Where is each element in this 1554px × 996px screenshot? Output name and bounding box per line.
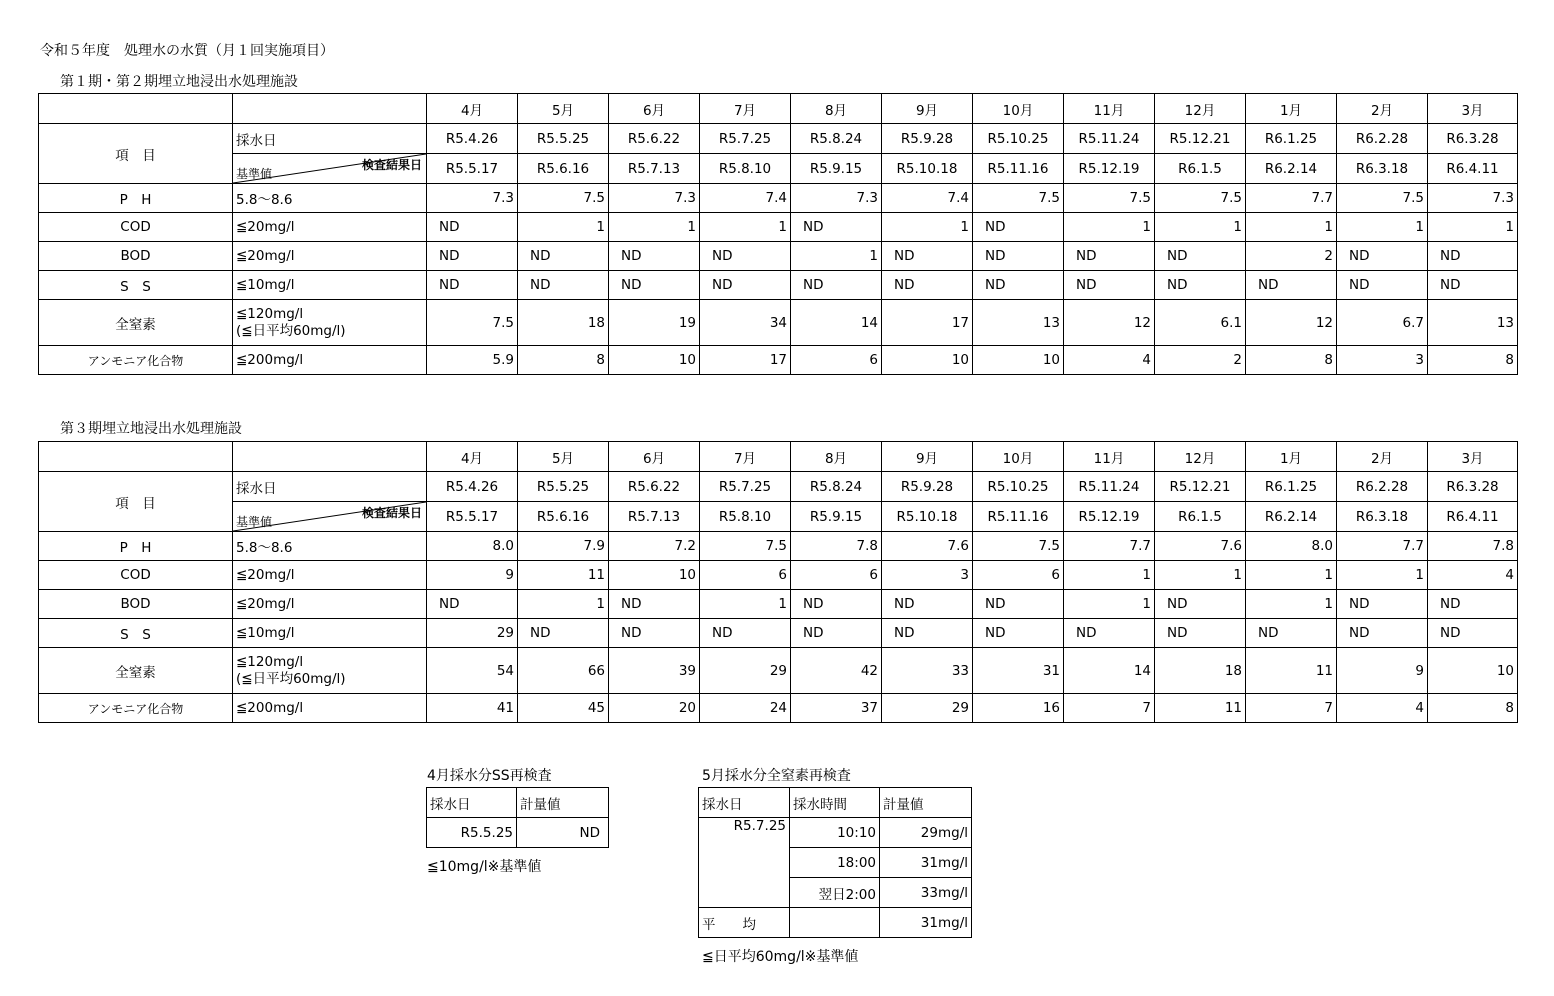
sampling-date: R6.2.28	[1337, 124, 1428, 154]
measurement-cell: 6	[700, 561, 791, 590]
result-date: R5.7.13	[609, 154, 700, 184]
measurement-cell: 8	[518, 346, 609, 375]
result-date: R5.7.13	[609, 502, 700, 532]
sampling-date: R6.2.28	[1337, 472, 1428, 502]
measurement-cell: 7.5	[973, 184, 1064, 213]
month-header: 7月	[700, 94, 791, 124]
diagonal-header-cell	[233, 154, 427, 184]
standard-value: 5.8～8.6	[233, 184, 427, 213]
parameter-name: P H	[39, 532, 233, 561]
measurement-cell: ND	[791, 590, 882, 619]
measurement-cell: 10	[609, 561, 700, 590]
measurement-cell: 16	[973, 694, 1064, 723]
result-date: R6.4.11	[1428, 502, 1518, 532]
sampling-date: R5.8.24	[791, 472, 882, 502]
measurement-cell: 54	[427, 648, 518, 694]
sampling-date: R6.3.28	[1428, 472, 1518, 502]
recheck-ss-date: R5.5.25	[427, 818, 517, 848]
measurement-cell: 14	[791, 300, 882, 346]
measurement-cell: 8.0	[1246, 532, 1337, 561]
month-header: 9月	[882, 94, 973, 124]
measurement-cell: 13	[1428, 300, 1518, 346]
measurement-cell: ND	[791, 213, 882, 242]
month-header: 5月	[518, 442, 609, 472]
month-header: 3月	[1428, 442, 1518, 472]
water-quality-table-2	[38, 441, 1518, 723]
result-date: R5.9.15	[791, 502, 882, 532]
measurement-cell: 1	[1246, 213, 1337, 242]
measurement-cell: ND	[1064, 271, 1155, 300]
result-date: R6.1.5	[1155, 154, 1246, 184]
standard-value: ≦120mg/l (≦日平均60mg/l)	[233, 300, 427, 346]
measurement-cell: ND	[791, 619, 882, 648]
result-date: R6.2.14	[1246, 154, 1337, 184]
measurement-cell: 11	[518, 561, 609, 590]
measurement-cell: 8	[1428, 346, 1518, 375]
standard-value: ≦20mg/l	[233, 242, 427, 271]
measurement-cell: 7.5	[427, 300, 518, 346]
month-header: 4月	[427, 94, 518, 124]
sampling-date: R5.6.22	[609, 472, 700, 502]
measurement-cell: 7.5	[973, 532, 1064, 561]
standard-value: ≦200mg/l	[233, 694, 427, 723]
measurement-cell: 1	[1155, 561, 1246, 590]
measurement-cell: 2	[1246, 242, 1337, 271]
measurement-cell: ND	[882, 590, 973, 619]
sampling-date: R6.1.25	[1246, 124, 1337, 154]
measurement-cell: 11	[1155, 694, 1246, 723]
measurement-cell: 1	[882, 213, 973, 242]
measurement-cell: 7.4	[700, 184, 791, 213]
standard-value: 5.8～8.6	[233, 532, 427, 561]
sampling-date: R5.5.25	[518, 472, 609, 502]
measurement-cell: 6.1	[1155, 300, 1246, 346]
measurement-cell: 19	[609, 300, 700, 346]
month-header: 2月	[1337, 94, 1428, 124]
measurement-cell: 37	[791, 694, 882, 723]
measurement-cell: 7.3	[791, 184, 882, 213]
measurement-cell: 6.7	[1337, 300, 1428, 346]
measurement-cell: 7.5	[700, 532, 791, 561]
measurement-cell: 7.4	[882, 184, 973, 213]
recheck-tn-time: 10:10	[790, 818, 880, 848]
sampling-date: R5.4.26	[427, 124, 518, 154]
measurement-cell: 29	[882, 694, 973, 723]
measurement-cell: ND	[1155, 242, 1246, 271]
measurement-cell: ND	[1155, 271, 1246, 300]
result-date: R5.6.16	[518, 154, 609, 184]
month-header: 9月	[882, 442, 973, 472]
result-date: R5.10.18	[882, 154, 973, 184]
measurement-cell: ND	[1337, 590, 1428, 619]
measurement-cell: ND	[609, 271, 700, 300]
measurement-cell: 7.2	[609, 532, 700, 561]
measurement-cell: 14	[1064, 648, 1155, 694]
measurement-cell: ND	[1064, 242, 1155, 271]
result-date: R6.2.14	[1246, 502, 1337, 532]
parameter-name: 全窒素	[39, 648, 233, 694]
measurement-cell: 6	[973, 561, 1064, 590]
measurement-cell: 1	[1246, 590, 1337, 619]
month-header: 5月	[518, 94, 609, 124]
recheck-tn-time: 18:00	[790, 848, 880, 878]
measurement-cell: 41	[427, 694, 518, 723]
measurement-cell: 7	[1246, 694, 1337, 723]
measurement-cell: 3	[1337, 346, 1428, 375]
recheck-tn-note: ≦日平均60mg/l※基準値	[702, 949, 859, 965]
measurement-cell: 10	[609, 346, 700, 375]
measurement-cell: ND	[973, 242, 1064, 271]
recheck-tn-title: 5月採水分全窒素再検査	[702, 768, 851, 784]
sampling-date-label: 採水日	[233, 124, 427, 154]
measurement-cell: 9	[1337, 648, 1428, 694]
measurement-cell: ND	[1428, 619, 1518, 648]
sampling-date: R5.7.25	[700, 124, 791, 154]
measurement-cell: 7.8	[791, 532, 882, 561]
month-header: 1月	[1246, 94, 1337, 124]
month-header: 8月	[791, 94, 882, 124]
result-date: R5.12.19	[1064, 154, 1155, 184]
measurement-cell: ND	[973, 590, 1064, 619]
standard-value: ≦20mg/l	[233, 561, 427, 590]
month-header: 4月	[427, 442, 518, 472]
standard-label: 基準値	[236, 515, 273, 529]
measurement-cell: ND	[1337, 242, 1428, 271]
measurement-cell: 12	[1246, 300, 1337, 346]
measurement-cell: 66	[518, 648, 609, 694]
sampling-date: R5.11.24	[1064, 124, 1155, 154]
measurement-cell: 1	[1246, 561, 1337, 590]
sampling-date: R5.10.25	[973, 124, 1064, 154]
recheck-ss-table	[426, 787, 609, 848]
recheck-tn-avg-label: 平 均	[699, 908, 790, 938]
measurement-cell: 7.3	[427, 184, 518, 213]
measurement-cell: ND	[427, 590, 518, 619]
measurement-cell: 10	[973, 346, 1064, 375]
sampling-date: R5.12.21	[1155, 472, 1246, 502]
measurement-cell: ND	[1337, 271, 1428, 300]
measurement-cell: ND	[609, 590, 700, 619]
result-date: R5.5.17	[427, 154, 518, 184]
measurement-cell: 29	[700, 648, 791, 694]
measurement-cell: 7.7	[1064, 532, 1155, 561]
result-date: R5.8.10	[700, 154, 791, 184]
measurement-cell: ND	[518, 271, 609, 300]
measurement-cell: ND	[1064, 619, 1155, 648]
parameter-name: S S	[39, 271, 233, 300]
sampling-date: R5.10.25	[973, 472, 1064, 502]
sampling-date: R5.5.25	[518, 124, 609, 154]
recheck-ss-col-date: 採水日	[427, 788, 517, 818]
measurement-cell: 2	[1155, 346, 1246, 375]
measurement-cell: ND	[700, 619, 791, 648]
measurement-cell: ND	[700, 271, 791, 300]
result-date: R5.10.18	[882, 502, 973, 532]
diagonal-header-cell	[233, 502, 427, 532]
month-header: 3月	[1428, 94, 1518, 124]
measurement-cell: ND	[700, 242, 791, 271]
result-date: R6.4.11	[1428, 154, 1518, 184]
measurement-cell: ND	[973, 619, 1064, 648]
standard-value: ≦200mg/l	[233, 346, 427, 375]
recheck-tn-col-date: 採水日	[699, 788, 790, 818]
parameter-name: BOD	[39, 242, 233, 271]
measurement-cell: 34	[700, 300, 791, 346]
measurement-cell: ND	[882, 619, 973, 648]
result-date: R5.11.16	[973, 154, 1064, 184]
measurement-cell: ND	[1337, 619, 1428, 648]
sampling-date: R5.4.26	[427, 472, 518, 502]
sampling-date: R5.11.24	[1064, 472, 1155, 502]
measurement-cell: 10	[882, 346, 973, 375]
result-date: R6.3.18	[1337, 502, 1428, 532]
measurement-cell: ND	[1246, 619, 1337, 648]
parameter-name: アンモニア化合物	[39, 694, 233, 723]
result-date: R6.3.18	[1337, 154, 1428, 184]
measurement-cell: ND	[427, 271, 518, 300]
result-date: R5.5.17	[427, 502, 518, 532]
measurement-cell: ND	[973, 271, 1064, 300]
parameter-name: COD	[39, 561, 233, 590]
month-header: 6月	[609, 442, 700, 472]
recheck-ss-title: 4月採水分SS再検査	[427, 768, 552, 784]
measurement-cell: ND	[973, 213, 1064, 242]
recheck-tn-value: 33mg/l	[880, 878, 972, 908]
recheck-tn-value: 29mg/l	[880, 818, 972, 848]
measurement-cell: 24	[700, 694, 791, 723]
sampling-date: R5.9.28	[882, 124, 973, 154]
recheck-tn-col-time: 採水時間	[790, 788, 880, 818]
measurement-cell: 7.5	[1155, 184, 1246, 213]
measurement-cell: 1	[1337, 561, 1428, 590]
sampling-date-label: 採水日	[233, 472, 427, 502]
measurement-cell: 42	[791, 648, 882, 694]
measurement-cell: 39	[609, 648, 700, 694]
sampling-date: R5.6.22	[609, 124, 700, 154]
recheck-tn-col-value: 計量値	[880, 788, 972, 818]
result-date: R5.6.16	[518, 502, 609, 532]
parameter-name: P H	[39, 184, 233, 213]
measurement-cell: ND	[609, 242, 700, 271]
measurement-cell: 11	[1246, 648, 1337, 694]
parameter-name: COD	[39, 213, 233, 242]
measurement-cell: 9	[427, 561, 518, 590]
measurement-cell: 6	[791, 346, 882, 375]
measurement-cell: 7.9	[518, 532, 609, 561]
recheck-tn-table	[698, 787, 972, 938]
measurement-cell: 7.7	[1337, 532, 1428, 561]
month-header: 12月	[1155, 442, 1246, 472]
recheck-ss-note: ≦10mg/l※基準値	[427, 859, 542, 875]
month-header: 7月	[700, 442, 791, 472]
recheck-tn-time: 翌日2:00	[790, 878, 880, 908]
measurement-cell: 1	[609, 213, 700, 242]
result-date-label: 検査結果日	[361, 158, 422, 172]
measurement-cell: 31	[973, 648, 1064, 694]
sampling-date: R5.8.24	[791, 124, 882, 154]
month-header: 11月	[1064, 94, 1155, 124]
parameter-name: S S	[39, 619, 233, 648]
measurement-cell: 18	[1155, 648, 1246, 694]
result-date: R5.8.10	[700, 502, 791, 532]
month-header: 8月	[791, 442, 882, 472]
measurement-cell: 1	[1064, 590, 1155, 619]
result-date: R6.1.5	[1155, 502, 1246, 532]
measurement-cell: 5.9	[427, 346, 518, 375]
measurement-cell: 1	[1428, 213, 1518, 242]
month-header: 10月	[973, 442, 1064, 472]
parameter-name: BOD	[39, 590, 233, 619]
measurement-cell: 4	[1064, 346, 1155, 375]
measurement-cell: ND	[518, 242, 609, 271]
measurement-cell: 7.8	[1428, 532, 1518, 561]
standard-value: ≦20mg/l	[233, 213, 427, 242]
standard-value: ≦120mg/l (≦日平均60mg/l)	[233, 648, 427, 694]
item-label: 項 目	[39, 472, 233, 532]
standard-value: ≦20mg/l	[233, 590, 427, 619]
measurement-cell: 33	[882, 648, 973, 694]
month-header: 6月	[609, 94, 700, 124]
measurement-cell: 17	[700, 346, 791, 375]
measurement-cell: ND	[609, 619, 700, 648]
measurement-cell: ND	[882, 271, 973, 300]
recheck-tn-avg-value: 31mg/l	[880, 908, 972, 938]
measurement-cell: 7.3	[1428, 184, 1518, 213]
measurement-cell: ND	[882, 242, 973, 271]
measurement-cell: 7	[1064, 694, 1155, 723]
measurement-cell: ND	[791, 271, 882, 300]
measurement-cell: 1	[700, 213, 791, 242]
measurement-cell: 8	[1428, 694, 1518, 723]
month-header: 11月	[1064, 442, 1155, 472]
sampling-date: R5.7.25	[700, 472, 791, 502]
month-header: 2月	[1337, 442, 1428, 472]
measurement-cell: ND	[518, 619, 609, 648]
measurement-cell: ND	[1246, 271, 1337, 300]
measurement-cell: ND	[1428, 271, 1518, 300]
sampling-date: R5.9.28	[882, 472, 973, 502]
measurement-cell: ND	[1155, 590, 1246, 619]
measurement-cell: 10	[1428, 648, 1518, 694]
measurement-cell: 7.5	[1337, 184, 1428, 213]
month-header: 1月	[1246, 442, 1337, 472]
measurement-cell: 4	[1337, 694, 1428, 723]
standard-label: 基準値	[236, 167, 273, 181]
parameter-name: アンモニア化合物	[39, 346, 233, 375]
measurement-cell: 17	[882, 300, 973, 346]
month-header: 10月	[973, 94, 1064, 124]
measurement-cell: 1	[518, 590, 609, 619]
result-date-label: 検査結果日	[361, 506, 422, 520]
measurement-cell: 1	[1155, 213, 1246, 242]
measurement-cell: 3	[882, 561, 973, 590]
standard-value: ≦10mg/l	[233, 271, 427, 300]
measurement-cell: 7.5	[1064, 184, 1155, 213]
measurement-cell: ND	[1428, 590, 1518, 619]
measurement-cell: 45	[518, 694, 609, 723]
recheck-tn-date: R5.7.25	[699, 818, 790, 848]
measurement-cell: 1	[1337, 213, 1428, 242]
measurement-cell: ND	[1155, 619, 1246, 648]
measurement-cell: 7.3	[609, 184, 700, 213]
measurement-cell: 7.5	[518, 184, 609, 213]
measurement-cell: 8.0	[427, 532, 518, 561]
result-date: R5.11.16	[973, 502, 1064, 532]
recheck-ss-col-value: 計量値	[517, 788, 609, 818]
measurement-cell: 1	[1064, 213, 1155, 242]
item-label: 項 目	[39, 124, 233, 184]
measurement-cell: 8	[1246, 346, 1337, 375]
sampling-date: R6.3.28	[1428, 124, 1518, 154]
measurement-cell: 12	[1064, 300, 1155, 346]
measurement-cell: 18	[518, 300, 609, 346]
measurement-cell: 20	[609, 694, 700, 723]
recheck-tn-value: 31mg/l	[880, 848, 972, 878]
month-header: 12月	[1155, 94, 1246, 124]
measurement-cell: 7.7	[1246, 184, 1337, 213]
measurement-cell: 6	[791, 561, 882, 590]
measurement-cell: 7.6	[882, 532, 973, 561]
sampling-date: R5.12.21	[1155, 124, 1246, 154]
facility2-title: 第３期埋立地浸出水処理施設	[60, 421, 242, 437]
measurement-cell: 4	[1428, 561, 1518, 590]
measurement-cell: 13	[973, 300, 1064, 346]
standard-value: ≦10mg/l	[233, 619, 427, 648]
water-quality-table-1	[38, 93, 1518, 375]
measurement-cell: ND	[427, 242, 518, 271]
parameter-name: 全窒素	[39, 300, 233, 346]
page-title: 令和５年度 処理水の水質（月１回実施項目）	[40, 43, 334, 59]
sampling-date: R6.1.25	[1246, 472, 1337, 502]
result-date: R5.12.19	[1064, 502, 1155, 532]
measurement-cell: 7.6	[1155, 532, 1246, 561]
result-date: R5.9.15	[791, 154, 882, 184]
measurement-cell: ND	[1428, 242, 1518, 271]
measurement-cell: 1	[1064, 561, 1155, 590]
measurement-cell: ND	[427, 213, 518, 242]
measurement-cell: 1	[791, 242, 882, 271]
measurement-cell: 1	[518, 213, 609, 242]
measurement-cell: 29	[427, 619, 518, 648]
recheck-ss-value: ND	[517, 818, 609, 848]
facility1-title: 第１期・第２期埋立地浸出水処理施設	[60, 74, 298, 90]
measurement-cell: 1	[700, 590, 791, 619]
